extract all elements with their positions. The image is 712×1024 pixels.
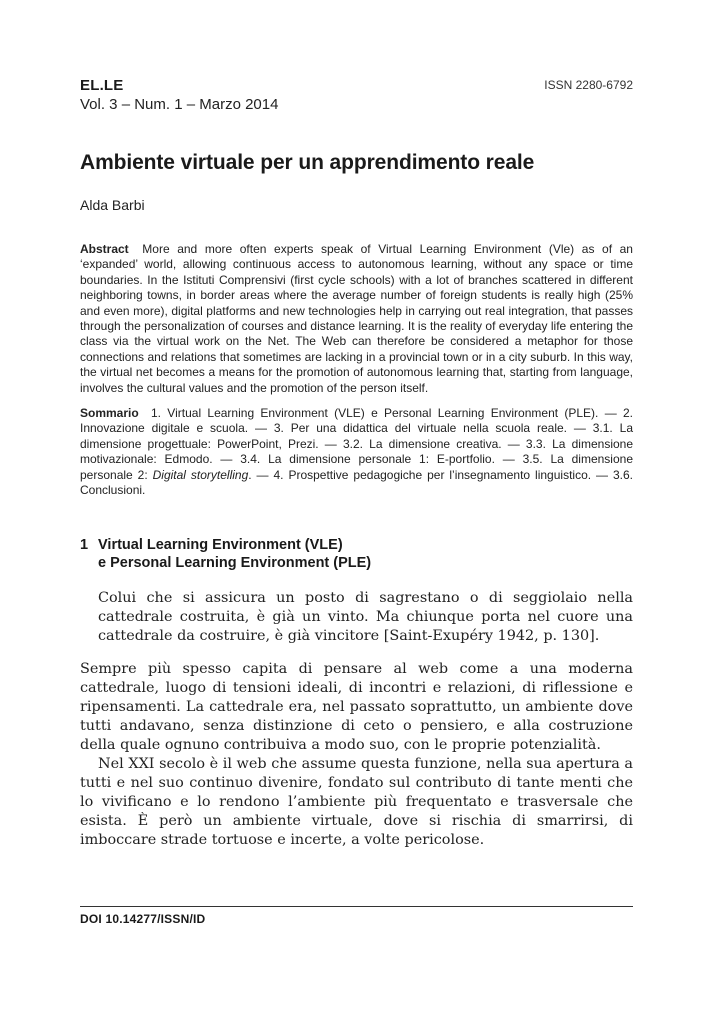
summary-text: 1. Virtual Learning Environment (VLE) e Personal Learning Environment (PLE). — 2. Innovazione digitale e scuola. — 3. Per una didattica del virtuale nella scuola reale. — 3.1. La dimensione progettuale: PowerPoint, Prezi. — 3.2. La dimensione creativa. — 3.3. La dimensione motivazionale: Edmodo. — 3.4. La dimensione personale 1: E-portfolio. — 3.5. La dimensione personale 2: <box>80 406 633 482</box>
abstract-text: More and more often experts speak of Virtual Learning Environment (Vle) as of an ‘expanded’ world, allowing continuous access to autonomous learning, without any space or time boundaries. In the Istituti Comprensivi (first cycle schools) with a lot of branches scattered in different neighboring towns, in border areas where the average number of foreign students is really high (25% and even more), digital platforms and new technologies help in carrying out real integration, that passes through the personalization of courses and distance learning. It is the reality of everyday life entering the class via the virtual work on the Net. The Web can therefore be considered a metaphor for those connections and relations that sometimes are lacking in a provincial town or in a city suburb. In this way, the virtual net becomes a means for the promotion of autonomous learning that, starting from language, involves the cultural values and the promotion of the person itself. <box>80 242 633 395</box>
page <box>80 76 633 850</box>
section-title <box>98 536 371 572</box>
issn-label: ISSN 2280-6792 <box>544 78 633 92</box>
paragraph: Sempre più spesso capita di pensare al web come a una moderna cattedrale, luogo di tensioni ideali, di incontri e relazioni, di riflessione e ripensamenti. La cattedrale era, nel passato soprattutto, un ambiente dove tutti andavano, senza distinzione di ceto o pensiero, e alla costruzione della quale ognuno contribuiva a modo suo, con le proprie potenzialità. <box>80 660 633 753</box>
footer-divider <box>80 906 633 907</box>
section-number: 1 <box>80 536 89 553</box>
article-title: Ambiente virtuale per un apprendimento reale <box>80 151 535 174</box>
paragraph: Nel XXI secolo è il web che assume questa funzione, nella sua apertura a tutti e nel suo continuo divenire, fondato sul contributo di tante menti che lo vivificano e lo rendono l’ambiente più frequentato e trasversale che esista. È però un ambiente virtuale, dove si rischia di smarrirsi, di imboccare strade tortuose e incerte, a volte pericolose. <box>80 755 633 848</box>
body-text <box>80 660 633 850</box>
section-title-line: e Personal Learning Environment (PLE) <box>98 554 372 571</box>
doi-label: DOI 10.14277/ISSN/ID <box>80 912 206 926</box>
article-author: Alda Barbi <box>80 197 145 213</box>
abstract-label: Abstract <box>80 242 129 256</box>
section-heading <box>80 536 633 572</box>
summary-label: Sommario <box>80 406 139 421</box>
summary-text-end: . — 4. Prospettive pedagogiche per l’insegnamento linguistico. — 3.6. Conclusioni. <box>80 467 633 498</box>
journal-info <box>80 76 278 114</box>
journal-name: EL.LE <box>80 77 124 94</box>
abstract <box>80 242 633 396</box>
journal-volume: Vol. 3 – Num. 1 – Marzo 2014 <box>80 96 279 113</box>
summary-italic-text: Digital storytelling <box>152 467 249 482</box>
table-of-contents <box>80 406 633 498</box>
epigraph-quote: Colui che si assicura un posto di sagrestano o di seggiolaio nella cattedrale costruita, è già un vinto. Ma chiunque porta nel cuore una cattedrale da costruire, è già vincitore [Saint-Exupéry 1942, p. 130]. <box>98 589 633 644</box>
journal-header <box>80 76 633 114</box>
section-title-line: Virtual Learning Environment (VLE) <box>98 536 343 553</box>
